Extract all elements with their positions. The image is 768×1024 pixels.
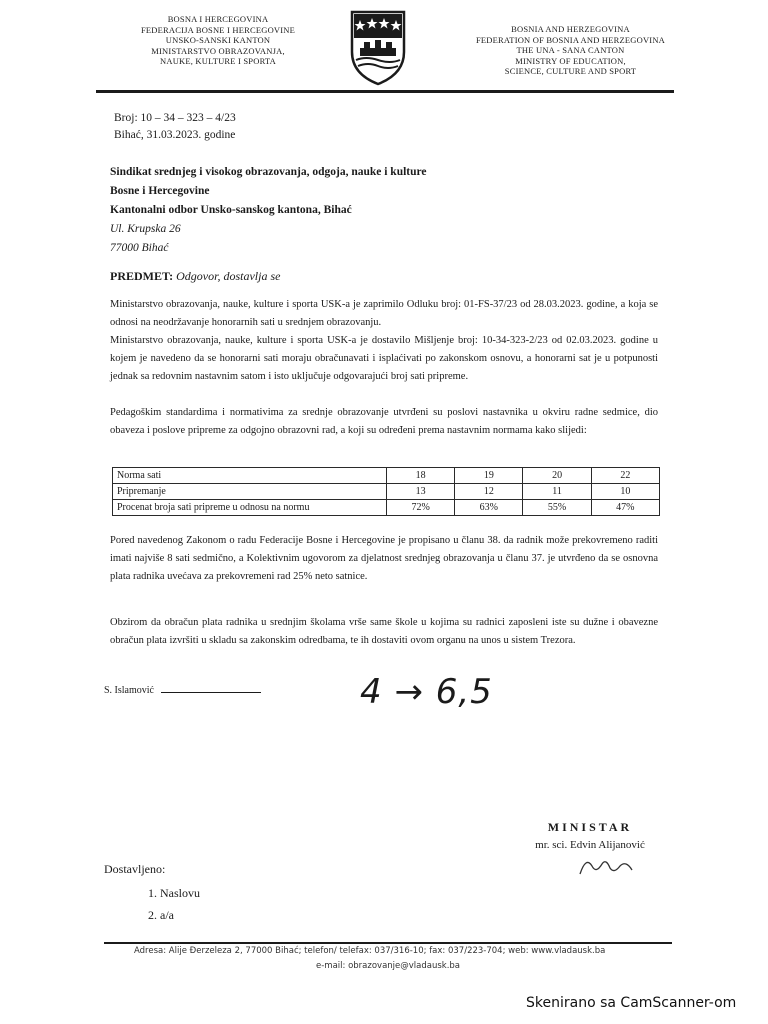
body-paragraph: Pedagoškim standardima i normativima za srednje obrazovanje utvrđeni su poslovi nastavnika u okviru radne sedmice, dio obaveza i poslove pripreme za odgojno obrazovni rad, a koji su određeni prema nastavnim normama kako slijedi: [110, 407, 658, 436]
subject-value: Odgovor, dostavlja se [176, 269, 281, 283]
minister-name: mr. sci. Edvin Alijanović [535, 839, 645, 851]
ministry-header-local [118, 14, 318, 67]
teaching-norms-table [112, 467, 660, 516]
footer-email: e-mail: obrazovanje@vladausk.ba [316, 961, 461, 971]
signature-underline [161, 692, 261, 693]
header-right-line: SCIENCE, CULTURE AND SPORT [504, 66, 637, 76]
processed-by-label: S. Islamović [104, 685, 154, 696]
header-left-line: NAUKE, KULTURE I SPORTA [160, 56, 276, 66]
header-left-line: MINISTARSTVO OBRAZOVANJA, [151, 45, 285, 56]
header-right-line: MINISTRY OF EDUCATION, [515, 55, 626, 66]
minister-block [500, 820, 680, 851]
footer-address: Adresa: Alije Đerzeleza 2, 77000 Bihać; telefon/ telefax: 037/316-10; fax: 037/223-704; web: www.vladausk.ba [134, 946, 606, 956]
header-right-line: THE UNA - SANA CANTON [516, 45, 625, 55]
document-number: Broj: 10 – 34 – 323 – 4/23 [114, 112, 236, 124]
header-divider [96, 90, 674, 93]
addressee-line: Bosne i Hercegovine [110, 185, 210, 197]
addressee-block [110, 163, 427, 258]
body-paragraph: Ministarstvo obrazovanja, nauke, kulture i sporta USK-a je dostavilo Mišljenje broj: 10-34-323-2/23 od 02.03.2023. godine u kojem je navedeno da se honorarni sati moraju obračunavati i isplaćivati po zakonskom osnovu, a honorarni sat je u potpunosti jednak sa redovnim nastavnim satom i isto uključuje odgovarajući broj sati pripreme. [110, 335, 658, 382]
header-right-line: FEDERATION OF BOSNIA AND HERZEGOVINA [475, 34, 665, 45]
table-cell: 72% [387, 500, 455, 516]
table-cell: 55% [523, 500, 591, 516]
addressee-street: Ul. Krupska 26 [110, 223, 181, 235]
table-cell: 20 [523, 468, 591, 484]
header-left-line: BOSNA I HERCEGOVINA [167, 14, 269, 24]
table-cell: 19 [455, 468, 523, 484]
processed-by-line [104, 685, 261, 696]
addressee-city: 77000 Bihać [110, 242, 169, 254]
table-cell: 10 [591, 484, 659, 500]
table-cell: 18 [387, 468, 455, 484]
body-paragraph: Obzirom da obračun plata radnika u srednjim školama vrše same škole u kojima su radnici zaposleni iste su dužne i obavezne obračun plata izvršiti u skladu sa zakonskim odredbama, te ih dostaviti ovom organu na unos u sistem Trezora. [110, 617, 658, 646]
table-cell: 63% [455, 500, 523, 516]
handwritten-signature-icon [576, 852, 636, 880]
minister-title: MINISTAR [547, 820, 633, 834]
canton-coat-of-arms-icon [348, 8, 408, 86]
addressee-line: Sindikat srednjeg i visokog obrazovanja, odgoja, nauke i kulture [110, 166, 427, 178]
addressee-line: Kantonalni odbor Unsko-sanskog kantona, Bihać [110, 204, 352, 216]
handwritten-note: 4 → 6,5 [360, 672, 493, 712]
table-row-label: Pripremanje [113, 484, 387, 500]
table-row-label: Norma sati [113, 468, 387, 484]
table-row [113, 468, 660, 484]
header-left-line: UNSKO-SANSKI KANTON [165, 35, 271, 45]
ministry-header-english [468, 24, 673, 77]
body-paragraph: Ministarstvo obrazovanja, nauke, kulture i sporta USK-a je zaprimilo Odluku broj: 01-FS-37/23 od 28.03.2023. godine, a koja se odnosi na neodržavanje honorarnih sati u srednjem obrazovanju. [110, 299, 658, 328]
header-right-line: BOSNIA AND HERZEGOVINA [511, 24, 630, 34]
table-cell: 47% [591, 500, 659, 516]
scanner-watermark: Skenirano sa CamScanner-om [526, 995, 737, 1011]
delivered-item: 2. a/a [148, 908, 174, 922]
table-row-label: Procenat broja sati pripreme u odnosu na normu [113, 500, 387, 516]
table-cell: 13 [387, 484, 455, 500]
subject-line [110, 269, 280, 284]
delivered-list [148, 882, 200, 926]
document-place-date: Bihać, 31.03.2023. godine [114, 129, 236, 141]
table-cell: 12 [455, 484, 523, 500]
footer-divider [104, 942, 672, 944]
delivered-item: 1. Naslovu [148, 886, 200, 900]
header-left-line: FEDERACIJA BOSNE I HERCEGOVINE [140, 24, 296, 35]
body-paragraph: Pored navedenog Zakonom o radu Federacije Bosne i Hercegovine je propisano u članu 38. da radnik može prekovremeno raditi imati najviše 8 sati sedmično, a Kolektivnim ugovorom za djelatnost srednjeg obrazovanja u članu 37. je utvrđeno da se osnovna plata radnika uvećava za prekovremeni rad 25% neto satnice. [110, 535, 658, 582]
delivered-label: Dostavljeno: [104, 862, 166, 876]
table-cell: 22 [591, 468, 659, 484]
table-cell: 11 [523, 484, 591, 500]
table-row [113, 500, 660, 516]
table-row [113, 484, 660, 500]
subject-label: PREDMET: [110, 269, 174, 283]
